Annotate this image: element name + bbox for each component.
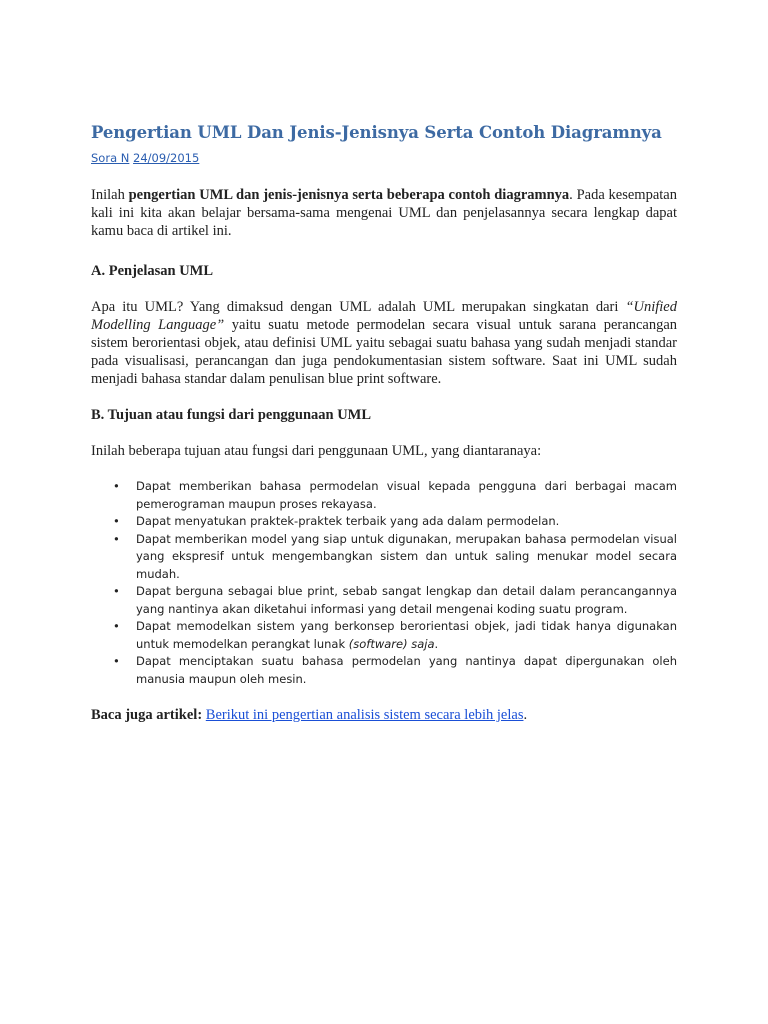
list-item-text: Dapat menciptakan suatu bahasa permodelan yang nantinya dapat dipergunakan oleh manusia maupun oleh mesin. <box>136 654 677 686</box>
list-item-text: Dapat memodelkan sistem yang berkonsep berorientasi objek, jadi tidak hanya digunakan untuk memodelkan perangkat lunak <box>136 619 677 651</box>
date-link[interactable]: 24/09/2015 <box>133 151 200 165</box>
intro-bold-text: pengertian UML dan jenis-jenisnya serta beberapa contoh diagramnya <box>128 187 570 203</box>
article-meta <box>91 150 677 166</box>
section-b-heading: B. Tujuan atau fungsi dari penggunaan UML <box>91 407 372 423</box>
read-also-label: Baca juga artikel: <box>91 707 203 723</box>
list-item <box>91 653 677 688</box>
section-a-heading: A. Penjelasan UML <box>91 263 214 279</box>
section-a-paragraph <box>91 298 677 388</box>
list-item-text: Dapat menyatukan praktek-praktek terbaik yang ada dalam permodelan. <box>136 514 560 528</box>
list-item-italic-text: (software) saja <box>348 636 435 651</box>
bullet-icon: • <box>113 584 120 598</box>
list-item: • Dapat memodelkan sistem yang berkonsep berorientasi objek, jadi tidak hanya digunakan untuk memodelkan perangkat lunak (software) saja. <box>113 619 677 651</box>
bullet-icon: • <box>113 654 120 668</box>
purpose-list <box>91 478 677 688</box>
section-b-intro: Inilah beberapa tujuan atau fungsi dari penggunaan UML, yang diantaranaya: <box>91 443 542 459</box>
section-a-italic-text: “Unified Modelling Language” <box>91 299 677 333</box>
bullet-icon: • <box>113 479 120 493</box>
article-title: Pengertian UML Dan Jenis-Jenisnya Serta Contoh Diagramnya <box>91 123 662 142</box>
list-item <box>91 531 677 584</box>
author-link[interactable]: Sora N <box>91 151 130 165</box>
section-a-text-after: yaitu suatu metode permodelan secara visual untuk sarana perancangan sistem berorientasi objek, atau definisi UML yaitu sebagai suatu bahasa yang sudah menjadi standar pada visualisasi, perancangan dan juga pendokumentasian sistem software. Saat ini UML sudah menjadi bahasa standar dalam penulisan blue print software. <box>91 317 677 387</box>
read-also-link[interactable]: Berikut ini pengertian analisis sistem secara lebih jelas <box>205 707 524 723</box>
article <box>91 120 677 739</box>
list-item <box>91 513 677 531</box>
bullet-icon: • <box>113 531 120 546</box>
list-item-text: Dapat berguna sebagai blue print, sebab sangat lengkap dan detail dalam perancangannya yang nantinya akan diketahui informasi yang detail mengenai koding suatu program. <box>136 584 677 616</box>
list-item <box>91 583 677 618</box>
intro-text-before: Inilah <box>91 187 129 203</box>
section-a-text-before: Apa itu UML? Yang dimaksud dengan UML adalah UML merupakan singkatan dari <box>91 299 626 315</box>
intro-text-after: . Pada kesempatan kali ini kita akan belajar bersama-sama mengenai UML dan penjelasannya secara lengkap dapat kamu baca di artikel ini. <box>91 187 677 239</box>
bullet-icon: • <box>113 514 120 528</box>
bullet-icon: • <box>113 619 120 633</box>
read-also-suffix: . <box>523 707 528 723</box>
list-item-text: Dapat memberikan bahasa permodelan visual kepada pengguna dari berbagai macam pemerograman maupun proses rekayasa. <box>136 479 677 511</box>
read-also <box>91 706 677 724</box>
intro-paragraph <box>91 186 677 240</box>
list-item-text: Dapat memberikan model yang siap untuk digunakan, merupakan bahasa permodelan visual yang ekspresif untuk mengembangkan sistem dan untuk saling menukar model secara mudah. <box>136 531 677 581</box>
list-item <box>91 478 677 513</box>
